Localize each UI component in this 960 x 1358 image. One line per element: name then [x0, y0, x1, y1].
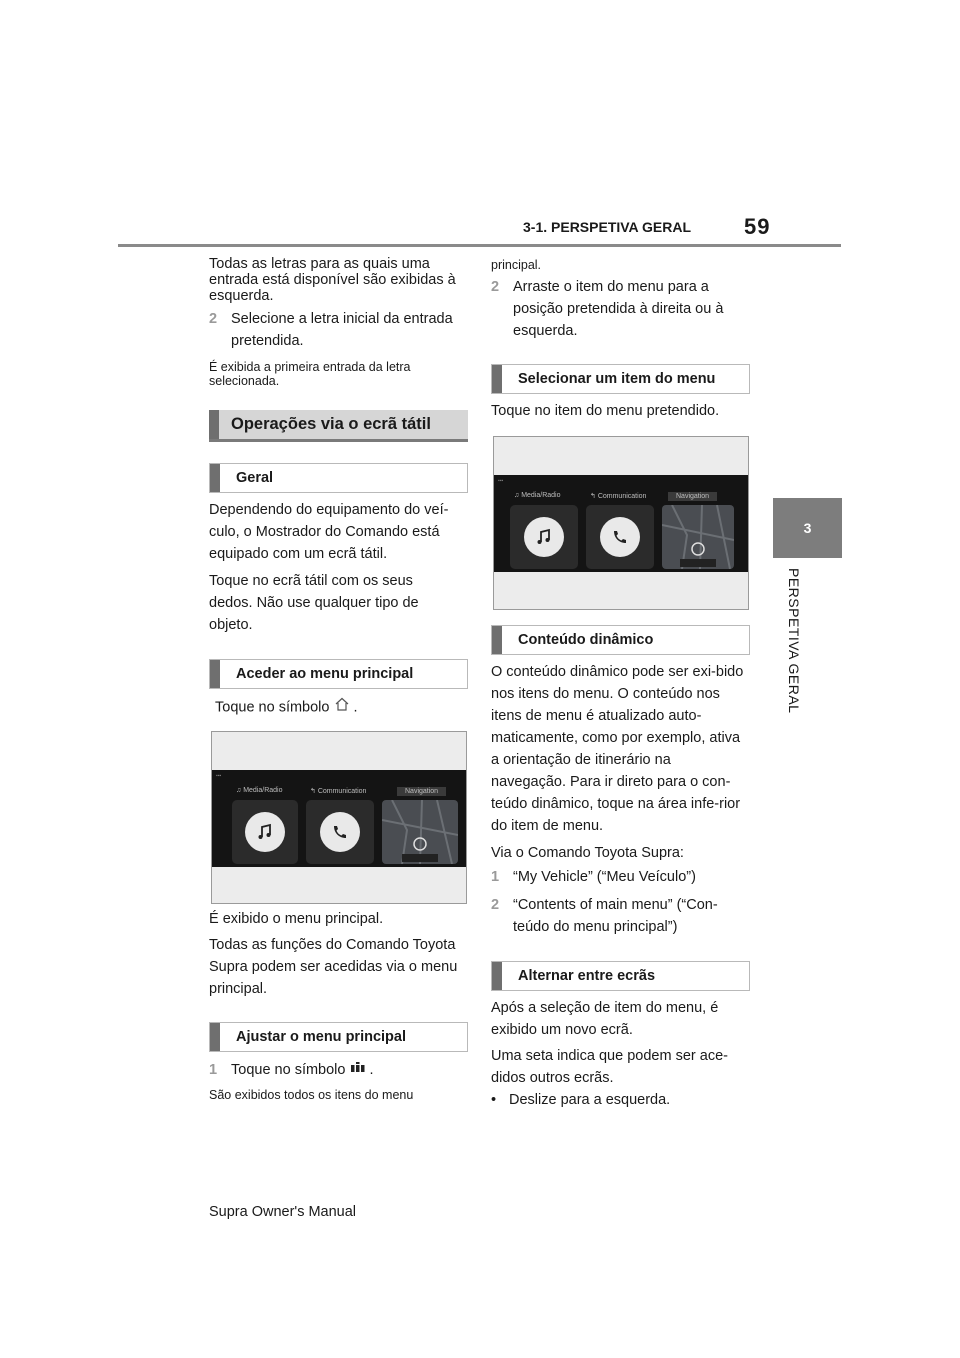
- adjust-note: São exibidos todos os itens do menu: [209, 1088, 414, 1102]
- bullet-text: Deslize para a esquerda.: [509, 1092, 671, 1108]
- heading-label: Geral: [236, 470, 274, 486]
- general-paragraph-2: Toque no ecrã tátil com os seus dedos. Não use qualquer tipo de objeto.: [209, 573, 419, 633]
- menu-adjust-icon: [350, 1059, 366, 1081]
- navigation-tile[interactable]: [662, 505, 734, 569]
- header-divider: [118, 244, 841, 247]
- adjust-step-1: [209, 1059, 464, 1081]
- tile-label-media: ♫ Media/Radio: [236, 787, 283, 794]
- step-number: 2: [209, 311, 218, 327]
- step-number: 2: [491, 897, 500, 913]
- page-number: 59: [744, 214, 771, 239]
- manual-title: Supra Owner's Manual: [209, 1204, 357, 1220]
- heading-bar: [210, 464, 220, 492]
- heading-bar: [492, 365, 502, 393]
- dynamic-content-heading: [491, 625, 750, 655]
- communication-tile[interactable]: [586, 505, 654, 569]
- select-item-screenshot: [493, 436, 749, 610]
- heading-label: Conteúdo dinâmico: [518, 632, 654, 648]
- step-number: 1: [209, 1062, 218, 1078]
- intro-paragraph: Todas as letras para as quais uma entrada está disponível são exibidas à esquerda.: [209, 256, 456, 304]
- step-text: “Contents of main menu” (“Con-teúdo do menu principal”): [513, 897, 718, 935]
- step-text: “My Vehicle” (“Meu Veículo”): [513, 869, 696, 885]
- general-paragraph-1: Dependendo do equipamento do veí-culo, o Mostrador do Comando está equipado com um ecrã tátil.: [209, 502, 449, 562]
- chapter-number: 3: [803, 520, 812, 536]
- chapter-tab: [773, 498, 842, 558]
- switch-paragraph-1: Após a seleção de item do menu, é exibido um novo ecrã.: [491, 1000, 719, 1038]
- step-number: 2: [491, 279, 500, 295]
- tile-label-media: ♫ Media/Radio: [514, 492, 561, 499]
- heading-label: Alternar entre ecrãs: [518, 968, 656, 984]
- heading-bar: [492, 626, 502, 654]
- chapter-title: PERSPETIVA GERAL: [786, 568, 802, 714]
- touch-operations-heading: [209, 410, 468, 442]
- right-step-2: [491, 276, 746, 342]
- step-end: .: [369, 1062, 374, 1078]
- select-item-heading: [491, 364, 750, 394]
- tile-label-communication: ↰ Communication: [590, 493, 647, 500]
- dynamic-content-paragraph: O conteúdo dinâmico pode ser exi-bido nos itens do menu. O conteúdo nos itens de menu é atualizado auto-maticamente, como por exemplo, ativa a orientação de itinerário na navegação. Para ir direto para o con-teúdo dinâmico, toque na área infe-rior do item de menu.: [491, 664, 744, 834]
- media-tile[interactable]: [232, 800, 298, 864]
- switch-screens-heading: [491, 961, 750, 991]
- main-menu-heading: [209, 659, 468, 689]
- section-heading: 3-1. PERSPETIVA GERAL: [523, 219, 692, 235]
- chapter-title-vertical: [778, 568, 818, 728]
- phone-icon: [600, 517, 640, 557]
- display-screen: ▪▪▪ ♫ Media/Radio ↰ Communication Navigation: [494, 475, 748, 572]
- heading-label: Operações via o ecrã tátil: [231, 415, 431, 433]
- note-continued: principal.: [491, 258, 542, 272]
- tile-label-navigation: Navigation: [397, 787, 446, 796]
- step-2-note: É exibida a primeira entrada da letra selecionada.: [209, 360, 411, 388]
- main-menu-instruction: [215, 696, 470, 719]
- heading-bar: [492, 962, 502, 990]
- heading-bar: [210, 660, 220, 688]
- tile-label-communication: ↰ Communication: [310, 788, 367, 795]
- music-note-icon: [524, 517, 564, 557]
- phone-icon: [320, 812, 360, 852]
- general-heading: [209, 463, 468, 493]
- heading-label: Ajustar o menu principal: [236, 1029, 406, 1045]
- left-step-2: [209, 308, 464, 352]
- heading-label: Aceder ao menu principal: [236, 666, 414, 682]
- display-screen: ▪▪▪ ♫ Media/Radio ↰ Communication Navigation: [212, 770, 466, 867]
- main-menu-screenshot: [211, 731, 467, 904]
- music-note-icon: [245, 812, 285, 852]
- heading-bar: [209, 410, 219, 439]
- step-number: 1: [491, 869, 500, 885]
- via-step-2: [491, 894, 746, 938]
- tile-label-navigation: Navigation: [668, 492, 717, 501]
- home-icon: [334, 696, 350, 719]
- media-tile[interactable]: [510, 505, 578, 569]
- heading-bar: [210, 1023, 220, 1051]
- adjust-menu-heading: [209, 1022, 468, 1052]
- main-menu-shown: É exibido o menu principal.: [209, 911, 384, 927]
- switch-paragraph-2: Uma seta indica que podem ser ace-didos outros ecrãs.: [491, 1048, 728, 1086]
- bullet-mark: •: [491, 1092, 497, 1108]
- switch-bullet: [491, 1089, 746, 1111]
- via-step-1: [491, 866, 746, 888]
- communication-tile[interactable]: [306, 800, 374, 864]
- instruction-end: .: [353, 699, 358, 716]
- select-item-text: Toque no item do menu pretendido.: [491, 403, 720, 419]
- navigation-tile[interactable]: [382, 800, 458, 864]
- via-command-text: Via o Comando Toyota Supra:: [491, 845, 684, 861]
- heading-label: Selecionar um item do menu: [518, 371, 716, 387]
- instruction-text: Toque no símbolo: [215, 699, 330, 716]
- step-text: Arraste o item do menu para a posição pretendida à direita ou à esquerda.: [513, 279, 724, 339]
- step-text: Selecione a letra inicial da entrada pretendida.: [231, 311, 453, 349]
- main-menu-paragraph: Todas as funções do Comando Toyota Supra podem ser acedidas via o menu principal.: [209, 937, 458, 997]
- step-text: Toque no símbolo: [231, 1062, 346, 1078]
